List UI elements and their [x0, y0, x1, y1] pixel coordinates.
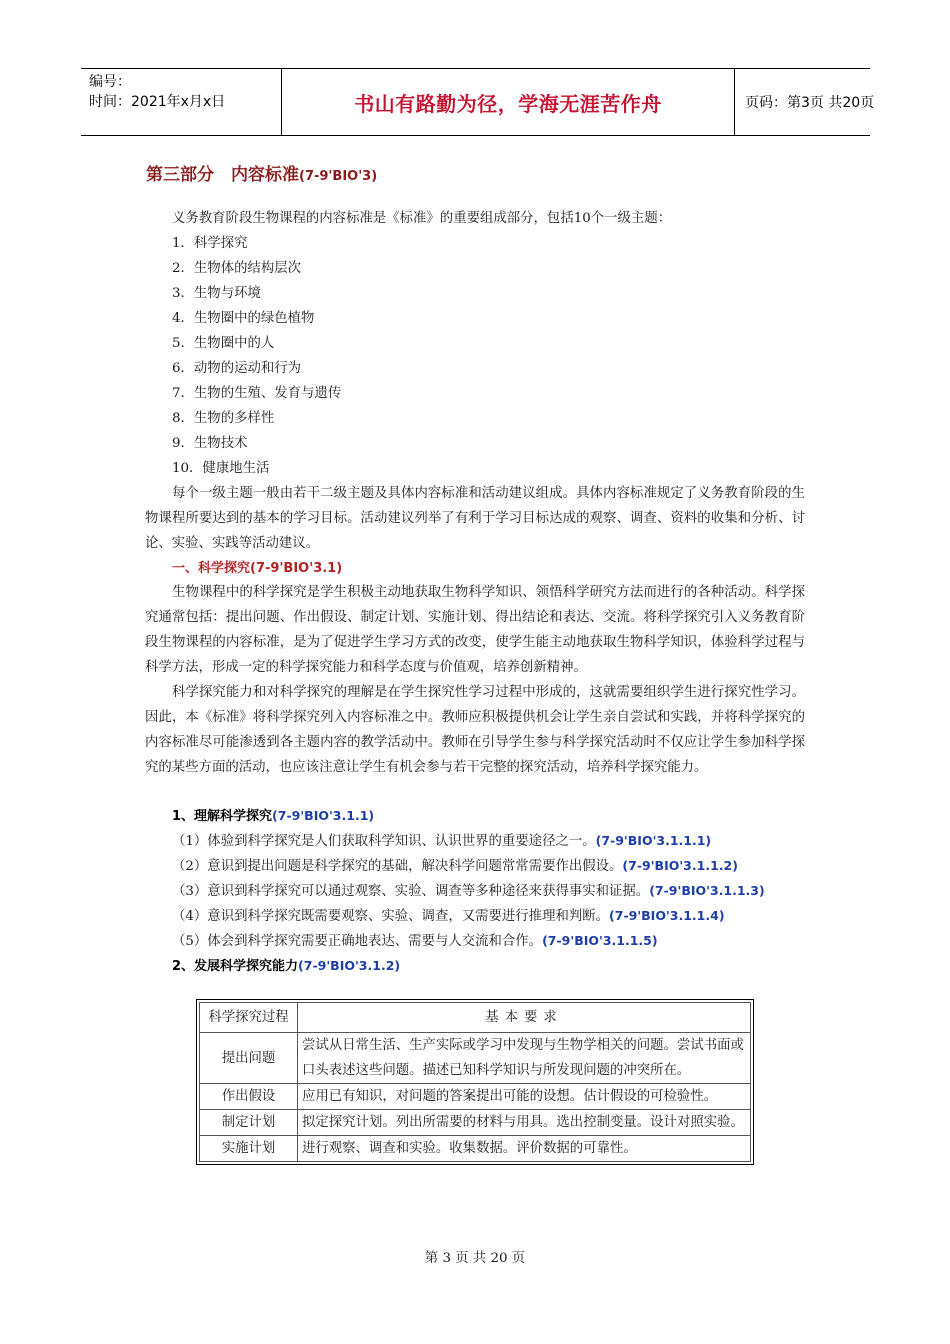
- sub1-item-code: (7-9'BIO'3.1.1.2): [622, 858, 738, 873]
- sub1-title: 1、理解科学探究: [172, 809, 273, 824]
- sub2-code: (7-9'BIO'3.1.2): [298, 958, 401, 973]
- topic-item: 5．生物圈中的人: [172, 336, 275, 351]
- table-cell-process: 实施计划: [200, 1136, 298, 1162]
- topic-item: 6．动物的运动和行为: [172, 361, 302, 376]
- table-cell-requirement: 拟定探究计划。列出所需要的材料与用具。选出控制变量。设计对照实验。: [298, 1110, 751, 1136]
- sub1-item: [172, 853, 738, 879]
- sub1-item-text: （1）体验到科学探究是人们获取科学知识、认识世界的重要途径之一。: [172, 834, 596, 849]
- table-cell-requirement: 进行观察、调查和实验。收集数据。评价数据的可靠性。: [298, 1136, 751, 1162]
- header-time: 时间：2021年x月x日: [89, 94, 226, 110]
- paragraph-topics-overview: 每个一级主题一般由若干二级主题及具体内容标准和活动建议组成。具体内容标准规定了义务教育阶段的生物课程所要达到的基本的学习目标。活动建议列举了有利于学习目标达成的观察、调查、资料的收集和分析、讨论、实验、实践等活动建议。: [145, 486, 805, 551]
- topic-item: 3．生物与环境: [172, 286, 261, 301]
- part1-heading: [172, 557, 342, 576]
- sub1-heading: [172, 805, 374, 824]
- table-cell-process: 制定计划: [200, 1110, 298, 1136]
- section-code: (7-9'BIO'3): [299, 169, 378, 184]
- paragraph-inquiry-ability: 科学探究能力和对科学探究的理解是在学生探究性学习过程中形成的，这就需要组织学生进行探究性学习。因此，本《标准》将科学探究列入内容标准之中。教师应积极提供机会让学生亲自尝试和实践，并将科学探究的内容标准尽可能渗透到各主题内容的教学活动中。教师在引导学生参与科学探究活动时不仅应让学生参加科学探究的某些方面的活动，也应该注意让学生有机会参与若干完整的探究活动，培养科学探究能力。: [145, 685, 805, 775]
- header-meta: [81, 69, 282, 135]
- table-cell-requirement: 应用已有知识，对问题的答案提出可能的设想。估计假设的可检验性。: [298, 1084, 751, 1110]
- section-title-text: 第三部分 内容标准: [146, 165, 299, 185]
- topic-item: 2．生物体的结构层次: [172, 261, 302, 276]
- table-cell-process: 作出假设: [200, 1084, 298, 1110]
- sub1-item: [172, 828, 711, 854]
- table-row: [200, 1033, 751, 1084]
- sub1-item: [172, 903, 725, 929]
- sub1-item-text: （3）意识到科学探究可以通过观察、实验、调查等多种途径来获得事实和证据。: [172, 884, 650, 899]
- header-motto: 书山有路勤为径，学海无涯苦作舟: [282, 69, 735, 135]
- topic-item: 10．健康地生活: [172, 461, 270, 476]
- sub1-item-text: （5）体会到科学探究需要正确地表达、需要与人交流和合作。: [172, 934, 543, 949]
- sub1-item-code: (7-9'BIO'3.1.1.1): [595, 833, 712, 848]
- sub1-item: [172, 878, 765, 904]
- header-id: 编号：: [89, 74, 131, 90]
- table-row: [200, 1110, 751, 1136]
- inquiry-process-table: [196, 999, 754, 1165]
- table-row: [200, 1136, 751, 1162]
- sub1-item-text: （4）意识到科学探究既需要观察、实验、调查，又需要进行推理和判断。: [172, 909, 610, 924]
- paragraph-science-inquiry: 生物课程中的科学探究是学生积极主动地获取生物科学知识、领悟科学研究方法而进行的各种活动。科学探究通常包括：提出问题、作出假设、制定计划、实施计划、得出结论和表达、交流。将科学探究引入义务教育阶段生物课程的内容标准，是为了促进学生学习方式的改变，使学生能主动地获取生物科学知识，体验科学过程与科学方法，形成一定的科学探究能力和科学态度与价值观，培养创新精神。: [145, 585, 805, 675]
- table-cell-requirement: 尝试从日常生活、生产实际或学习中发现与生物学相关的问题。尝试书面或口头表述这些问题。描述已知科学知识与所发现问题的冲突所在。: [298, 1033, 751, 1084]
- topic-item: 7．生物的生殖、发育与遗传: [172, 386, 342, 401]
- sub2-title: 2、发展科学探究能力: [172, 959, 299, 974]
- table-header-row: [200, 1003, 751, 1033]
- table-row: [200, 1084, 751, 1110]
- sub1-item: [172, 928, 658, 954]
- table-header-cell: 基本要求: [298, 1003, 751, 1033]
- table-cell-process: 提出问题: [200, 1033, 298, 1084]
- sub1-item-text: （2）意识到提出问题是科学探究的基础，解决科学问题常常需要作出假设。: [172, 859, 623, 874]
- page-footer: 第 3 页 共 20 页: [424, 1251, 526, 1266]
- sub2-heading: [172, 955, 400, 974]
- topic-item: 8．生物的多样性: [172, 411, 275, 426]
- topic-item: 4．生物圈中的绿色植物: [172, 311, 315, 326]
- header-page-info: 页码：第3页 共20页: [745, 95, 875, 111]
- sub1-code: (7-9'BIO'3.1.1): [272, 808, 375, 823]
- sub1-item-code: (7-9'BIO'3.1.1.3): [649, 883, 765, 898]
- part1-title: 一、科学探究: [172, 561, 251, 576]
- topic-item: 9．生物技术: [172, 436, 248, 451]
- sub1-item-code: (7-9'BIO'3.1.1.4): [609, 908, 725, 923]
- topic-item: 1．科学探究: [172, 236, 248, 251]
- table-header-cell: 科学探究过程: [200, 1003, 298, 1033]
- section-title: [146, 160, 377, 185]
- intro-text: 义务教育阶段生物课程的内容标准是《标准》的重要组成部分，包括10个一级主题：: [172, 211, 672, 226]
- page-header: [81, 68, 875, 136]
- part1-code: (7-9'BIO'3.1): [250, 561, 343, 576]
- sub1-item-code: (7-9'BIO'3.1.1.5): [542, 933, 658, 948]
